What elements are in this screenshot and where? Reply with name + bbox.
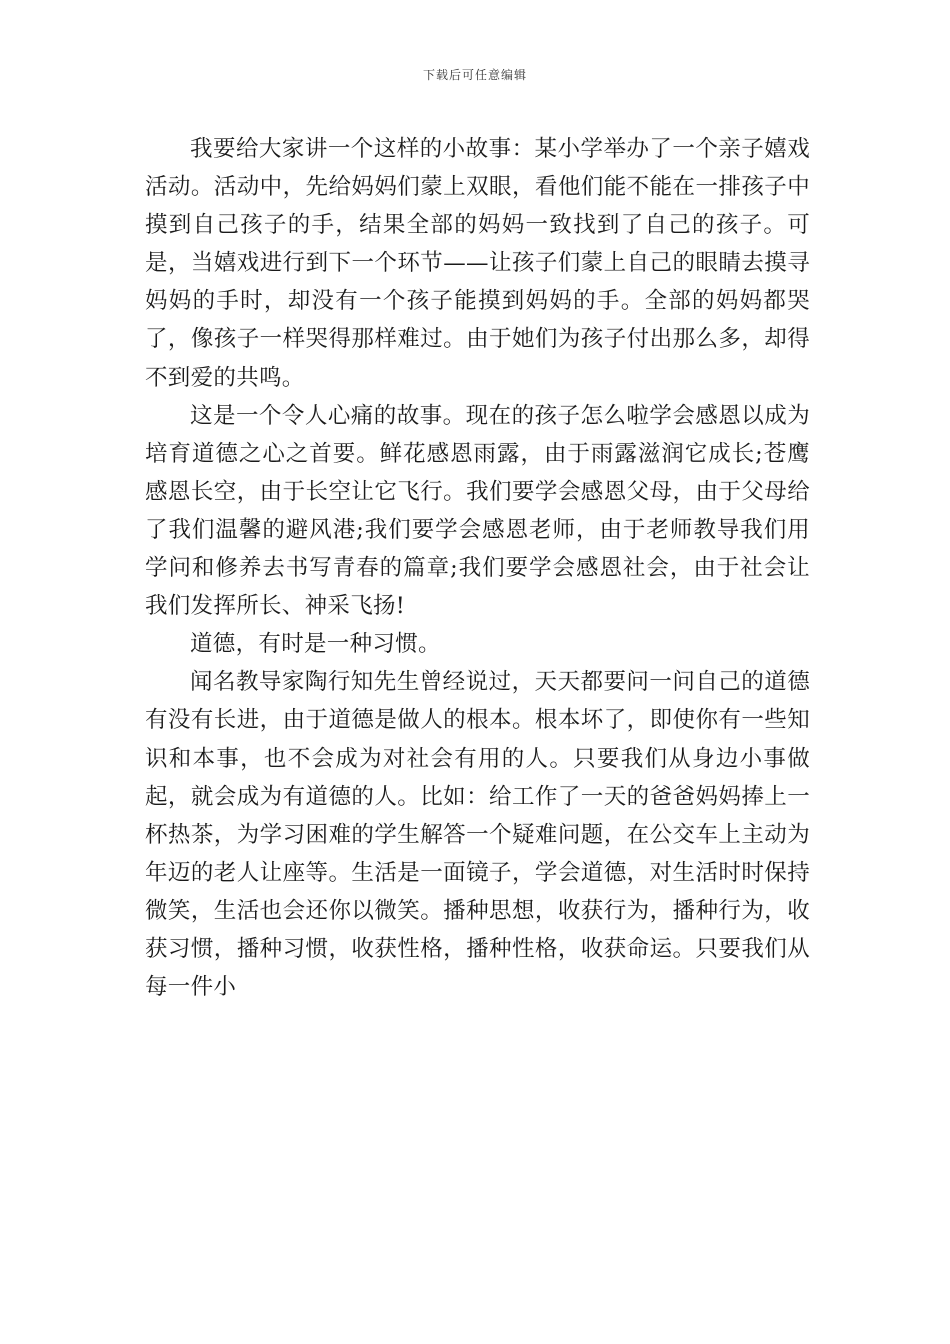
paragraph-4: 闻名教导家陶行知先生曾经说过，天天都要问一问自己的道德有没有长进，由于道德是做人的根本。根本坏了，即使你有一些知识和本事，也不会成为对社会有用的人。只要我们从身边小事做起，就会成为有道德的人。比如：给工作了一天的爸爸妈妈捧上一杯热茶，为学习困难的学生解答一个疑难问题，在公交车上主动为年迈的老人让座等。生活是一面镜子，学会道德，对生活时时保持微笑，生活也会还你以微笑。播种思想，收获行为，播种行为，收获习惯，播种习惯，收获性格，播种性格，收获命运。只要我们从每一件小 <box>145 669 810 1001</box>
paragraph-3: 道德，有时是一种习惯。 <box>190 631 441 658</box>
page-header-note: 下载后可任意编辑 <box>422 68 527 82</box>
paragraph-1: 我要给大家讲一个这样的小故事：某小学举办了一个亲子嬉戏活动。活动中，先给妈妈们蒙上双眼，看他们能不能在一排孩子中摸到自己孩子的手，结果全部的妈妈一致找到了自己的孩子。可是，当嬉戏进行到下一个环节——让孩子们蒙上自己的眼睛去摸寻妈妈的手时，却没有一个孩子能摸到妈妈的手。全部的妈妈都哭了，像孩子一样哭得那样难过。由于她们为孩子付出那么多，却得不到爱的共鸣。 <box>145 136 810 391</box>
paragraph-2: 这是一个令人心痛的故事。现在的孩子怎么啦学会感恩以成为培育道德之心之首要。鲜花感恩雨露，由于雨露滋润它成长;苍鹰感恩长空，由于长空让它飞行。我们要学会感恩父母，由于父母给了我们温馨的避风港;我们要学会感恩老师，由于老师教导我们用学问和修养去书写青春的篇章;我们要学会感恩社会，由于社会让我们发挥所长、神采飞扬! <box>145 402 810 620</box>
document-body <box>145 130 810 1006</box>
